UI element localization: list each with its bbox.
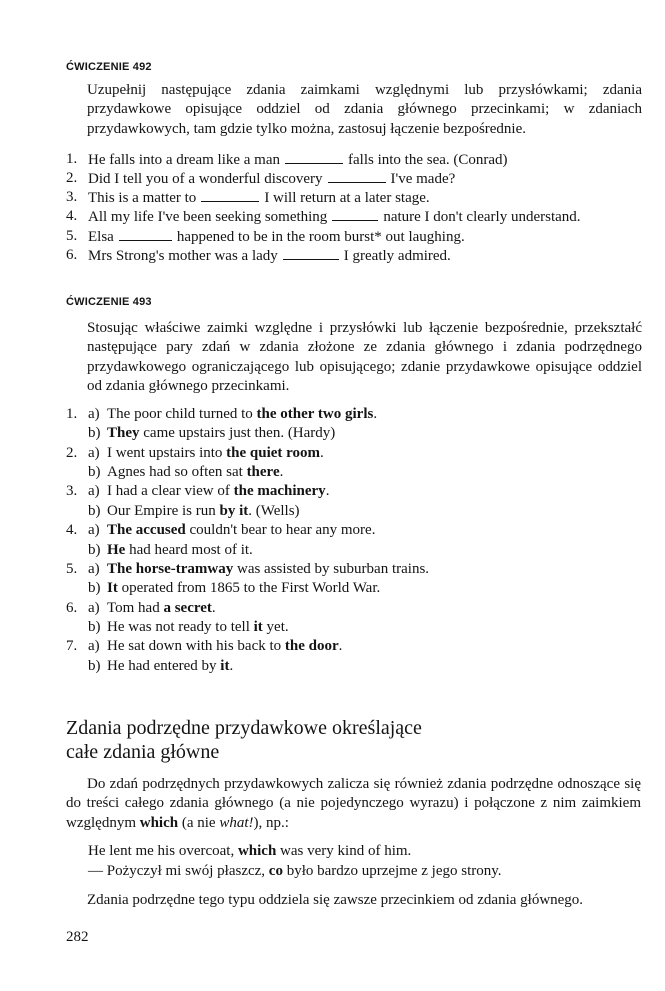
sentence-text (107, 502, 300, 521)
sentence-fragment: Our Empire is run (107, 502, 220, 519)
bold-target-phrase: The accused (107, 522, 186, 539)
item-text-after: happened to be in the room burst* out laughing. (176, 228, 465, 245)
bold-target-phrase: It (107, 580, 118, 597)
sentence-text (107, 463, 283, 482)
sub-label-a: a) (88, 483, 100, 500)
bold-target-phrase: The horse-tramway (107, 560, 234, 577)
item-text-before: Elsa (88, 228, 114, 245)
example2-after: było bardzo uprzejme z jego strony. (282, 863, 502, 879)
sub-label-b: b) (88, 464, 101, 481)
sub-label-b: b) (88, 425, 101, 442)
sentence-text (107, 599, 216, 618)
item-number: 3. (66, 483, 78, 500)
sentence-fragment: yet. (262, 618, 289, 635)
item-number: 2. (66, 170, 78, 186)
fill-in-blank[interactable] (285, 150, 343, 164)
para1-italic-what: what! (219, 814, 254, 831)
fill-in-blank[interactable] (328, 169, 386, 183)
item-number: 4. (66, 522, 78, 539)
item-text-before: Did I tell you of a wonderful discovery (88, 170, 323, 187)
section-title-line-2: całe zdania główne (66, 741, 220, 763)
para1-end: ), np.: (253, 814, 289, 831)
sub-label-b: b) (88, 618, 101, 635)
section-paragraph-2: Zdania podrzędne tego typu oddziela się zawsze przecinkiem od zdania głównego. (87, 892, 584, 908)
page-number: 282 (66, 929, 89, 945)
item-number: 1. (66, 406, 78, 422)
sentence-fragment: couldn't bear to hear any more. (185, 522, 376, 539)
exercise-492-heading: ĆWICZENIE 492 (66, 61, 152, 73)
sentence-fragment: He was not ready to tell (107, 618, 254, 635)
item-text-after: I've made? (390, 170, 456, 187)
sentence-text (107, 657, 233, 676)
sentence-fragment: . (325, 483, 330, 500)
sentence-text (107, 521, 375, 540)
sentence-fragment: . (338, 638, 343, 655)
bold-target-phrase: the other two girls (256, 406, 374, 422)
sentence-text (107, 541, 253, 560)
sub-label-b: b) (88, 541, 101, 558)
item-number: 3. (66, 189, 78, 205)
item-number: 7. (66, 638, 78, 655)
sentence-text (107, 405, 377, 424)
sentence-fragment: I went upstairs into (107, 444, 227, 461)
sub-label-b: b) (88, 502, 101, 519)
sentence-fragment: came upstairs just then. (Hardy) (139, 425, 336, 442)
example1-bold: which (237, 843, 277, 859)
item-text (88, 227, 465, 247)
bold-target-phrase: by it (219, 502, 249, 519)
item-text-before: This is a matter to (88, 189, 197, 206)
sentence-text (107, 482, 329, 501)
sub-label-a: a) (88, 560, 100, 577)
sentence-text (107, 637, 342, 656)
item-text-after: I will return at a later stage. (264, 189, 430, 206)
section-title-line-1: Zdania podrzędne przydawkowe określające (66, 717, 422, 739)
fill-in-blank[interactable] (332, 207, 378, 221)
sentence-text (107, 424, 335, 443)
sub-label-a: a) (88, 406, 100, 422)
fill-in-blank[interactable] (283, 246, 339, 260)
example2-before: — Pożyczył mi swój płaszcz, (88, 863, 269, 879)
exercise-492-instruction: Uzupełnij następujące zdania zaimkami względnymi lub przysłówkami; zdania przydawkowe opisujące oddziel od zdania głównego przecinkami; w zdaniach przydawkowych, tam gdzie tylko można, zastosuj łączenie bezpośrednie. (87, 82, 642, 137)
para1-start: Do zdań podrzędnych przydawkowych zalicza się również zdania podrzędne odnoszące się do treści całego zdania głównego (a nie pojedynczego wyrazu) i połączone z nim zaimkiem względnym (66, 776, 641, 831)
item-text (88, 246, 451, 266)
sentence-text (107, 618, 289, 637)
sentence-fragment: . (373, 406, 378, 422)
sentence-fragment: Agnes had so often sat (107, 464, 247, 481)
item-number: 6. (66, 599, 78, 616)
item-text-before: Mrs Strong's mother was a lady (88, 247, 278, 264)
item-number: 4. (66, 208, 78, 224)
item-text (88, 188, 430, 208)
fill-in-blank[interactable] (119, 227, 172, 241)
bold-target-phrase: the quiet room (226, 444, 321, 461)
example-english (88, 842, 411, 861)
sentence-text (107, 444, 324, 463)
sentence-fragment: had heard most of it. (125, 541, 253, 558)
item-text-before: He falls into a dream like a man (88, 151, 281, 168)
sentence-text (107, 579, 380, 598)
sentence-fragment: was assisted by suburban trains. (233, 560, 430, 577)
fill-in-blank[interactable] (201, 188, 259, 202)
item-text (88, 207, 581, 227)
sub-label-a: a) (88, 522, 100, 539)
sentence-fragment: He sat down with his back to (107, 638, 285, 655)
sub-label-a: a) (88, 638, 100, 655)
bold-target-phrase: the door (284, 638, 339, 655)
sentence-fragment: . (Wells) (248, 502, 300, 519)
item-text-after: falls into the sea. (Conrad) (348, 151, 508, 168)
section-paragraph-1 (66, 775, 641, 833)
sentence-fragment: . (229, 657, 234, 674)
example2-bold: co (268, 863, 283, 879)
item-number: 2. (66, 444, 78, 461)
bold-target-phrase: He (107, 541, 126, 558)
example1-after: was very kind of him. (276, 843, 412, 859)
sentence-fragment: operated from 1865 to the First World War. (117, 580, 381, 597)
example-polish (88, 862, 502, 881)
item-number: 5. (66, 560, 78, 577)
item-text (88, 150, 508, 170)
item-number: 6. (66, 247, 78, 263)
para1-mid: (a nie (178, 814, 220, 831)
sentence-fragment: I had a clear view of (107, 483, 234, 500)
example1-before: He lent me his overcoat, (88, 843, 238, 859)
sub-label-b: b) (88, 580, 101, 597)
sub-label-a: a) (88, 444, 100, 461)
item-number: 1. (66, 151, 78, 167)
item-text-before: All my life I've been seeking something (88, 208, 328, 225)
sentence-fragment: . (211, 599, 216, 616)
item-text-after: nature I don't clearly understand. (383, 208, 581, 225)
exercise-493-heading: ĆWICZENIE 493 (66, 296, 152, 308)
bold-target-phrase: They (107, 425, 140, 442)
para1-bold-which: which (139, 814, 179, 831)
sub-label-a: a) (88, 599, 100, 616)
sentence-fragment: The poor child turned to (107, 406, 257, 422)
item-text-after: I greatly admired. (343, 247, 451, 264)
sentence-fragment: . (320, 444, 324, 461)
bold-target-phrase: a secret (163, 599, 212, 616)
bold-target-phrase: it (253, 618, 263, 635)
bold-target-phrase: the machinery (233, 483, 326, 500)
item-number: 5. (66, 228, 78, 244)
sentence-text (107, 560, 429, 579)
sentence-fragment: Tom had (107, 599, 164, 616)
exercise-493-instruction: Stosując właściwe zaimki względne i przysłówki lub łączenie bezpośrednie, przekształć następujące pary zdań w zdania złożone ze zdania głównego i zdania podrzędnego przydawkowego ograniczającego lub opisującego; zdanie przydawkowe opisujące oddziel od zdania głównego przecinkami. (87, 320, 642, 395)
sentence-fragment: . (279, 464, 284, 481)
sub-label-b: b) (88, 657, 101, 674)
sentence-fragment: He had entered by (107, 657, 221, 674)
bold-target-phrase: there (246, 464, 280, 481)
item-text (88, 169, 455, 189)
bold-target-phrase: it (220, 657, 230, 674)
